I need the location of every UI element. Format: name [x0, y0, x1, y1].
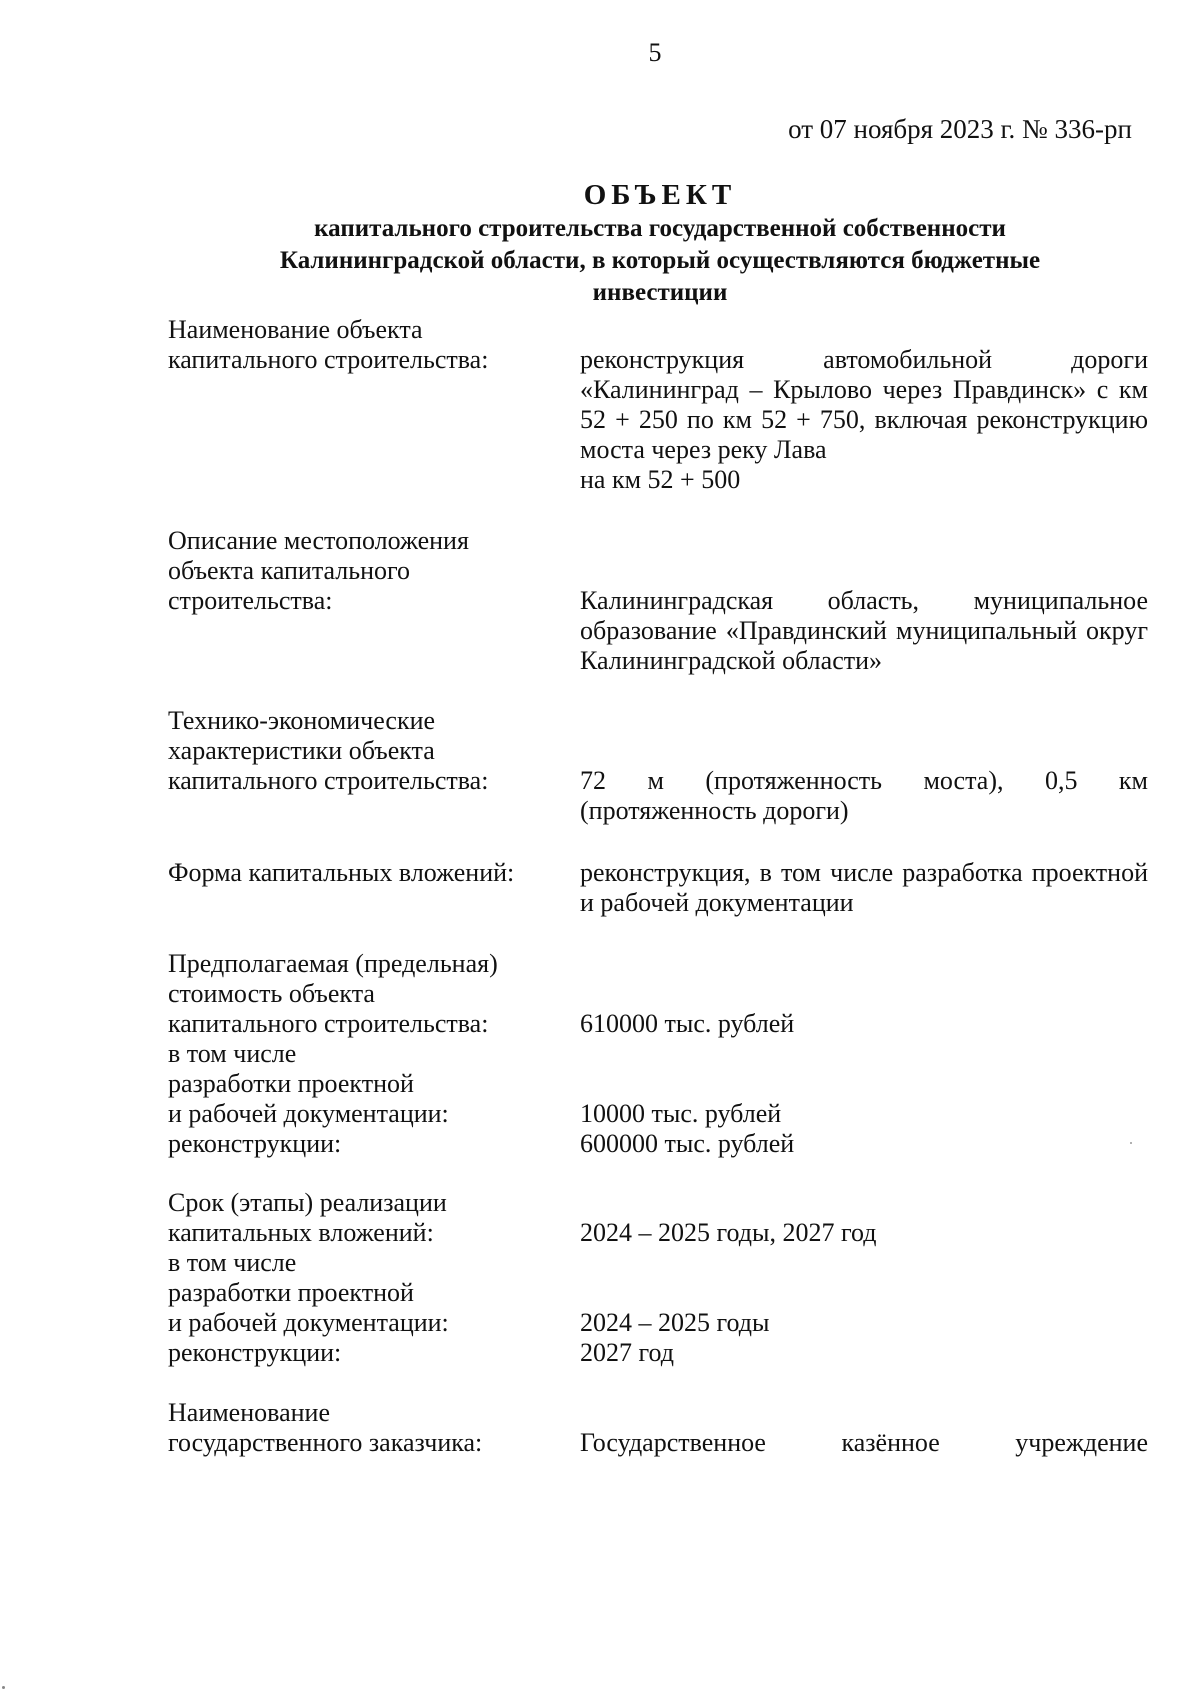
section-customer [168, 1398, 1148, 1468]
section-specs [168, 706, 1148, 836]
label-location: Описание местоположения объекта капитального строительства: [168, 526, 469, 615]
value-timeline-reconstruction: 2027 год [580, 1338, 674, 1367]
value-location: Калининградская область, муниципальное образование «Правдинский муниципальный округ Калининградской области» [580, 586, 1148, 675]
label-customer: Наименование государственного заказчика: [168, 1398, 483, 1457]
label-cost: Предполагаемая (предельная) стоимость объекта капитального строительства: в том числе разработки проектной и рабочей документации: реконструкции: [168, 949, 498, 1158]
label-investment-form: Форма капитальных вложений: [168, 858, 515, 887]
scan-speck-corner [2, 1686, 5, 1689]
section-object-name [168, 315, 1148, 495]
value-timeline-design: 2024 – 2025 годы [580, 1308, 770, 1337]
scan-speck [1130, 1142, 1132, 1144]
label-timeline: Срок (этапы) реализации капитальных вложений: в том числе разработки проектной и рабочей документации: реконструкции: [168, 1188, 449, 1367]
section-cost [168, 949, 1148, 1169]
title-sub-line-2: Калининградской области, в который осуществляются бюджетные [279, 247, 1041, 274]
order-reference: от 07 ноября 2023 г. № 336-рп [788, 114, 1132, 144]
title-sub-line-3: инвестиции [592, 279, 728, 306]
value-cost-total: 610000 тыс. рублей [580, 1009, 795, 1038]
title-sub-line-1: капитального строительства государственной собственности [314, 215, 1006, 242]
value-cost-reconstruction: 600000 тыс. рублей [580, 1129, 795, 1158]
label-specs: Технико-экономические характеристики объекта капитального строительства: [168, 706, 489, 795]
value-customer: Государственное казённое учреждение [580, 1428, 1148, 1457]
page-number: 5 [648, 38, 662, 67]
title-main: ОБЪЕКТ [583, 179, 737, 211]
section-timeline [168, 1188, 1148, 1378]
value-cost-design: 10000 тыс. рублей [580, 1099, 782, 1128]
value-timeline-total: 2024 – 2025 годы, 2027 год [580, 1218, 877, 1247]
value-investment-form: реконструкция, в том числе разработка проектной и рабочей документации [580, 858, 1148, 917]
label-object-name: Наименование объекта капитального строительства: [168, 315, 489, 374]
document-title [220, 178, 1100, 308]
section-location [168, 526, 1148, 676]
value-object-name-last: на км 52 + 500 [580, 465, 741, 494]
value-specs: 72 м (протяженность моста), 0,5 км (протяженность дороги) [580, 766, 1148, 825]
value-object-name: реконструкция автомобильной дороги «Калининград – Крылово через Правдинск» с км 52 + 250 по км 52 + 750, включая реконструкцию моста через реку Лава [580, 345, 1148, 464]
section-investment-form [168, 858, 1148, 928]
